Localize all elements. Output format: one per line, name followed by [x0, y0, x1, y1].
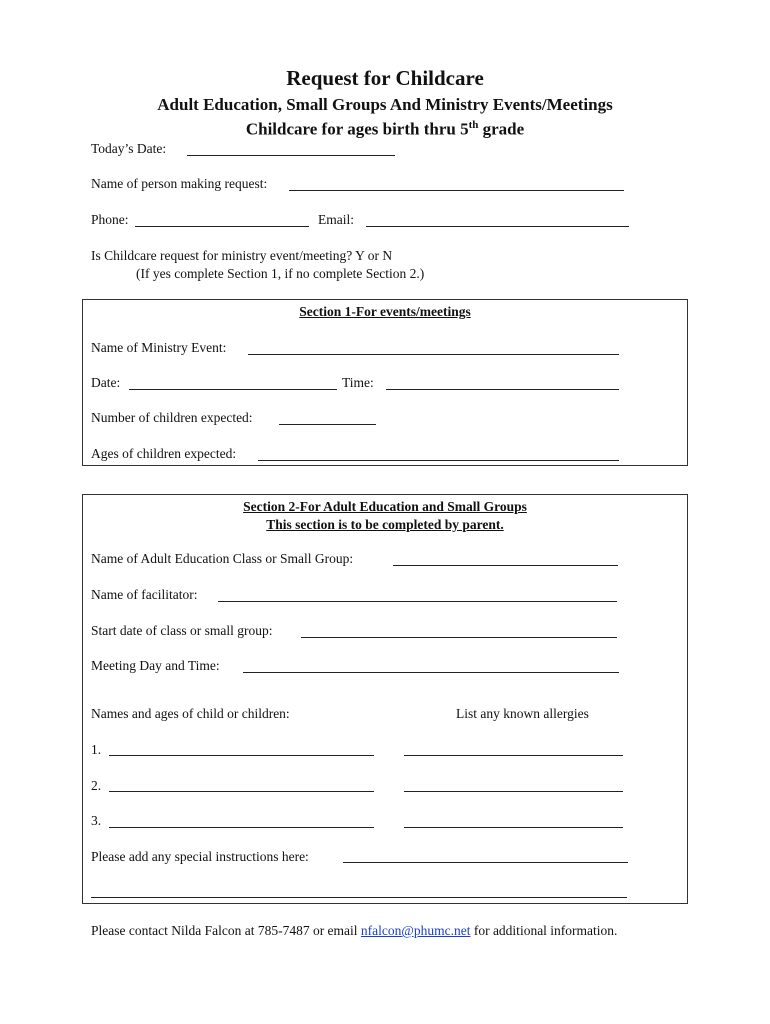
event-name-label: Name of Ministry Event:	[91, 340, 227, 355]
child-1-name-field[interactable]	[109, 755, 374, 756]
child-row-3-number: 3.	[91, 813, 102, 828]
todays-date-label: Today’s Date:	[91, 141, 167, 156]
contact-email-link[interactable]: nfalcon@phumc.net	[360, 923, 471, 938]
class-name-label: Name of Adult Education Class or Small Group:	[91, 551, 354, 566]
start-date-label: Start date of class or small group:	[91, 623, 273, 638]
requester-name-label: Name of person making request:	[91, 176, 268, 191]
meeting-day-time-label: Meeting Day and Time:	[91, 658, 220, 673]
special-instructions-field[interactable]	[343, 862, 628, 863]
age-range-suffix: grade	[478, 119, 525, 139]
meeting-day-time-field[interactable]	[243, 672, 619, 673]
event-date-label: Date:	[91, 375, 121, 390]
special-instructions-label: Please add any special instructions here:	[91, 849, 309, 864]
todays-date-field[interactable]	[187, 155, 395, 156]
child-1-allergies-field[interactable]	[404, 755, 623, 756]
child-3-allergies-field[interactable]	[404, 827, 623, 828]
event-date-field[interactable]	[129, 389, 337, 390]
start-date-field[interactable]	[301, 637, 617, 638]
event-time-label: Time:	[342, 375, 374, 390]
child-row-2-number: 2.	[91, 778, 102, 793]
child-2-name-field[interactable]	[109, 791, 374, 792]
event-time-field[interactable]	[386, 389, 619, 390]
children-count-field[interactable]	[279, 424, 376, 425]
email-field[interactable]	[366, 226, 629, 227]
section-2-subtitle: This section is to be completed by parent.	[266, 517, 504, 532]
requester-name-field[interactable]	[289, 190, 624, 191]
children-ages-label: Ages of children expected:	[91, 446, 237, 461]
event-name-field[interactable]	[248, 354, 619, 355]
age-range-line	[0, 119, 770, 140]
children-ages-field[interactable]	[258, 460, 619, 461]
children-count-label: Number of children expected:	[91, 410, 253, 425]
child-row-1-number: 1.	[91, 742, 102, 757]
age-range-prefix: Childcare for ages birth thru 5	[245, 119, 469, 139]
footer-suffix: for additional information.	[470, 923, 618, 938]
section-1-title: Section 1-For events/meetings	[299, 304, 471, 319]
facilitator-label: Name of facilitator:	[91, 587, 198, 602]
contact-footer	[91, 923, 617, 939]
facilitator-field[interactable]	[218, 601, 617, 602]
section-1-box	[82, 299, 688, 466]
class-name-field[interactable]	[393, 565, 618, 566]
ministry-question: Is Childcare request for ministry event/meeting? Y or N	[91, 248, 393, 263]
child-3-name-field[interactable]	[109, 827, 374, 828]
age-range-superscript: th	[468, 119, 479, 131]
email-label: Email:	[318, 212, 354, 227]
special-instructions-field-line-2[interactable]	[91, 897, 627, 898]
footer-prefix: Please contact Nilda Falcon at 785-7487 or email	[91, 923, 361, 938]
form-subtitle: Adult Education, Small Groups And Ministry Events/Meetings	[157, 95, 613, 114]
form-title: Request for Childcare	[286, 66, 484, 90]
ministry-instruction: (If yes complete Section 1, if no complete Section 2.)	[136, 266, 425, 281]
phone-label: Phone:	[91, 212, 129, 227]
phone-field[interactable]	[135, 226, 309, 227]
section-2-title: Section 2-For Adult Education and Small Groups	[243, 499, 527, 514]
children-header: Names and ages of child or children:	[91, 706, 290, 721]
child-2-allergies-field[interactable]	[404, 791, 623, 792]
allergies-header: List any known allergies	[456, 706, 589, 721]
